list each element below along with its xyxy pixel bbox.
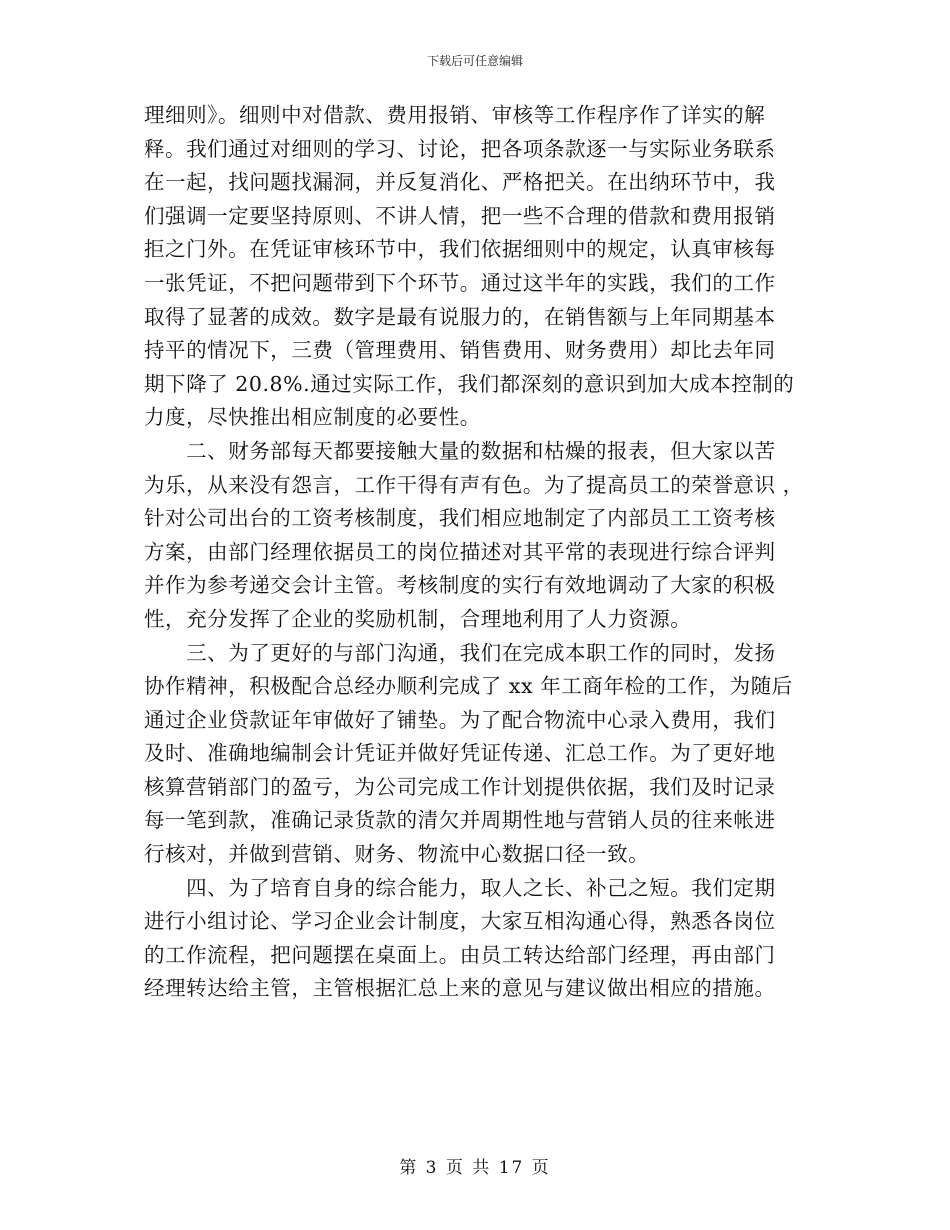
page-header: 下载后可任意编辑 (426, 54, 523, 68)
page-number-footer: 第 3 页 共 17 页 (399, 1158, 551, 1178)
text-line: 协作精神，积极配合总经办顺利完成了 xx 年工商年检的工作，为随后 (144, 674, 793, 699)
text-line: 力度，尽快推出相应制度的必要性。 (144, 405, 481, 430)
text-line: 的工作流程，把问题摆在桌面上。由员工转达给部门经理，再由部门 (144, 942, 776, 967)
text-line: 们强调一定要坚持原则、不讲人情，把一些不合理的借款和费用报销 (144, 203, 776, 228)
text-line: 拒之门外。在凭证审核环节中，我们依据细则中的规定，认真审核每 (144, 237, 776, 262)
text-line: 经理转达给主管，主管根据汇总上来的意见与建议做出相应的措施。 (144, 976, 776, 1001)
document-body (144, 99, 804, 1006)
text-line: 通过企业贷款证年审做好了铺垫。为了配合物流中心录入费用，我们 (144, 707, 776, 732)
text-line: 为乐，从来没有怨言，工作干得有声有色。为了提高员工的荣誉意识 ， (144, 472, 804, 497)
text-line: 在一起，找问题找漏洞，并反复消化、严格把关。在出纳环节中，我 (144, 170, 776, 195)
text-line: 释。我们通过对细则的学习、讨论，把各项条款逐一与实际业务联系 (144, 136, 776, 161)
text-line: 四、为了培育自身的综合能力，取人之长、补己之短。我们定期 (144, 875, 776, 900)
text-line: 行核对，并做到营销、财务、物流中心数据口径一致。 (144, 842, 650, 867)
text-line: 一张凭证，不把问题带到下个环节。通过这半年的实践，我们的工作 (144, 270, 776, 295)
text-line: 取得了显著的成效。数字是最有说服力的，在销售额与上年同期基本 (144, 304, 776, 329)
text-line: 持平的情况下，三费（管理费用、销售费用、财务费用）却比去年同 (144, 338, 776, 363)
text-line: 每一笔到款，准确记录货款的清欠并周期性地与营销人员的往来帐进 (144, 808, 776, 833)
text-line: 核算营销部门的盈亏，为公司完成工作计划提供依据，我们及时记录 (144, 774, 776, 799)
text-line: 理细则》。细则中对借款、费用报销、审核等工作程序作了详实的解 (144, 103, 766, 127)
text-line: 并作为参考递交会计主管。考核制度的实行有效地调动了大家的积极 (144, 573, 776, 598)
text-line: 及时、准确地编制会计凭证并做好凭证传递、汇总工作。为了更好地 (144, 741, 776, 766)
text-line: 二、财务部每天都要接触大量的数据和枯燥的报表，但大家以苦 (144, 438, 776, 463)
text-line: 方案，由部门经理依据员工的岗位描述对其平常的表现进行综合评判 (144, 539, 776, 564)
text-line: 进行小组讨论、学习企业会计制度，大家互相沟通心得，熟悉各岗位 (144, 909, 776, 934)
text-line: 性，充分发挥了企业的奖励机制，合理地利用了人力资源。 (144, 606, 692, 631)
text-line: 针对公司出台的工资考核制度，我们相应地制定了内部员工工资考核 (144, 506, 776, 531)
text-line: 三、为了更好的与部门沟通，我们在完成本职工作的同时，发扬 (144, 640, 776, 665)
text-line: 期下降了 20.8%.通过实际工作，我们都深刻的意识到加大成本控制的 (144, 371, 795, 396)
